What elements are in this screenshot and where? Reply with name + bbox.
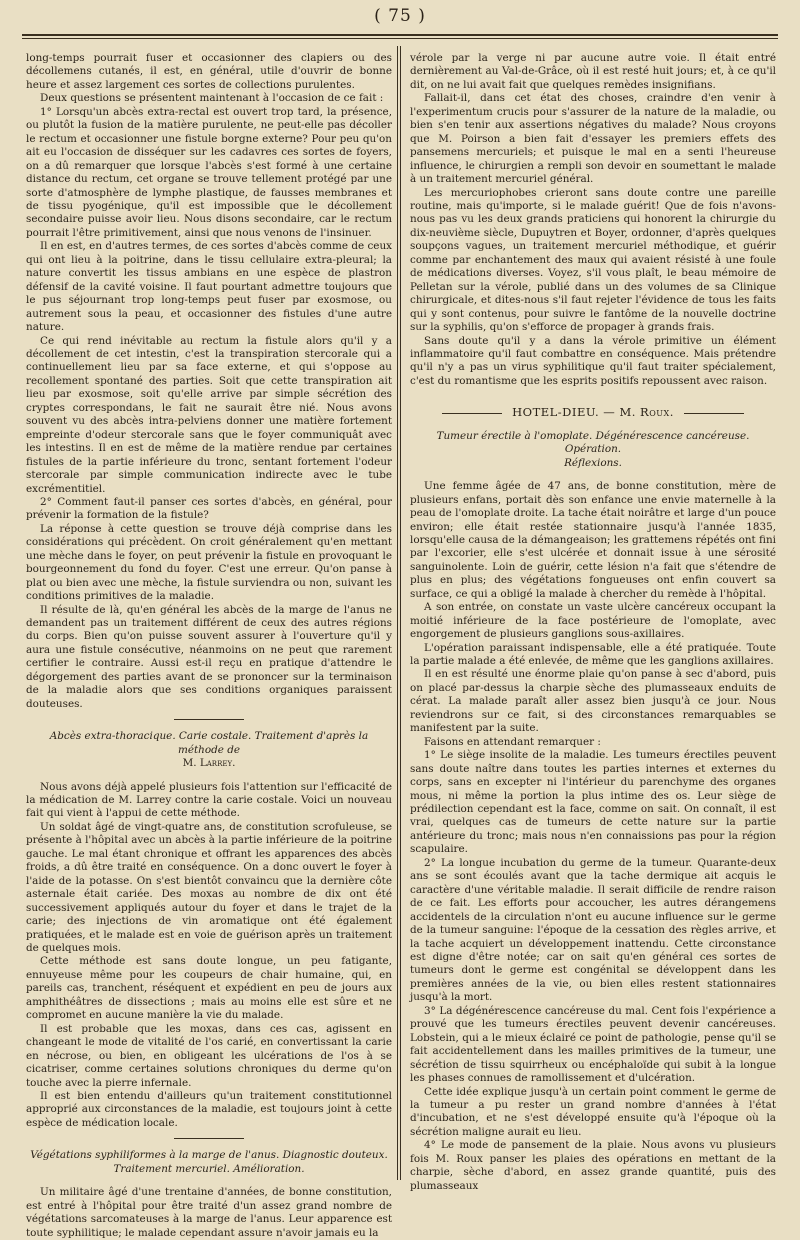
paragraph: long-temps pourrait fuser et occasionner des clapiers ou des décollemens cutanés, il est, en général, utile d'ouvrir de bonne heure et assez largement ces sortes de collections purulentes. (26, 52, 392, 91)
header-rule (22, 34, 778, 36)
page-number: ( 75 ) (374, 6, 426, 26)
section-heading-author: M. Larrey. (182, 757, 236, 770)
paragraph: Cette idée explique jusqu'à un certain point comment le germe de la tumeur a pu rester un grand nombre d'années à l'état d'incubation, et ne s'est développé ensuite qu'à l'époque où la sécrétion maligne aurait eu lieu. (410, 1085, 776, 1138)
section-heading-line: Réflexions. (564, 456, 622, 469)
heading-rule-left (442, 413, 502, 414)
paragraph: Sans doute qu'il y a dans la vérole primitive un élément inflammatoire qu'il faut combattre en conséquence. Mais prétendre qu'il n'y a pas un virus syphilitique qu'il faut traiter spécialement, c'est du romantisme que les esprits positifs repoussent avec raison. (410, 334, 776, 387)
section-heading-line: Tumeur érectile à l'omoplate. Dégénérescence cancéreuse. Opération. (436, 429, 750, 456)
hospital-name: HOTEL-DIEU. (512, 405, 600, 420)
hospital-surgeon: — M. Roux. (603, 405, 674, 420)
paragraph: L'opération paraissant indispensable, elle a été pratiquée. Toute la partie malade a été enlevée, de même que les ganglions axillaires. (410, 641, 776, 668)
column-divider (397, 46, 398, 1180)
paragraph: Fallait-il, dans cet état des choses, craindre d'en venir à l'experimentum crucis pour s'assurer de la nature de la maladie, ou bien s'en tenir aux assertions négatives du malade? Nous croyons que M. Poirson a bien fait d'essayer les premiers effets des pansemens mercuriels; et puisque le mal en a senti l'heureuse influence, le chirurgien a rempli son devoir en soumettant le malade à un traitement mercuriel général. (410, 92, 776, 186)
paragraph: Cette méthode est sans doute longue, un peu fatigante, ennuyeuse même pour les coupeurs de chair humaine, qui, en pareils cas, tranchent, réséquent et expédient en peu de jours aux amphithéâtres de dissections ; mais au moins elle est sûre et ne compromet en aucune manière la vie du malade. (26, 955, 392, 1022)
paragraph: Nous avons déjà appelé plusieurs fois l'attention sur l'efficacité de la médication de M. Larrey contre la carie costale. Voici un nouveau fait qui vient à l'appui de cette méthode. (26, 780, 392, 820)
paragraph: Ce qui rend inévitable au rectum la fistule alors qu'il y a décollement de cet intestin, c'est la transpiration stercorale qui a continuellement lieu par sa face externe, et qui s'oppose au recollement spontané des parties. Soit que cette transpiration ait lieu par exosmose, soit qu'elle arrive par simple sécrétion des cryptes correspondans, le fait ne saurait être nié. Nous avons souvent vu des abcès intra-pelviens donner une matière fortement empreinte d'odeur stercorale sans que le foyer communiquât avec les intestins. Il en est de même de la matière rendue par certaines fistules de la partie inférieure du tronc, sentant fortement l'odeur stercorale par simple communication indirecte avec le tube excrémentitiel. (26, 334, 392, 495)
hospital-heading (410, 406, 776, 419)
paragraph: Un soldat âgé de vingt-quatre ans, de constitution scrofuleuse, se présente à l'hôpital avec un abcès à la partie inférieure de la poitrine gauche. Le mal étant chronique et offrant les apparences des abcès froids, a dû être traité en conséquence. On a donc ouvert le foyer à l'aide de la potasse. On s'est bientôt convaincu que la dernière côte asternale était cariée. Des moxas au nombre de dix ont été successivement appliqués autour du foyer et dans le trajet de la carie; des injections de vin aromatique ont été également pratiquées, et le malade est en voie de guérison après un traitement de quelques mois. (26, 820, 392, 954)
paragraph: 1° Lorsqu'un abcès extra-rectal est ouvert trop tard, la présence, ou plutôt la fusion de la matière purulente, ne peut-elle pas décoller le rectum et occasionner une fistule borgne externe? Pour peu qu'on ait eu l'occasion de disséquer sur les cadavres ces sortes de foyers, on a dû remarquer que lorsque l'abcès s'est formé à une certaine distance du rectum, cet organe se trouve tellement protégé par une sorte d'atmosphère de lymphe plastique, de fausses membranes et de tissu pyogénique, qu'il est impossible que le décollement secondaire puisse avoir lieu. Nous disons secondaire, car le rectum pourrait l'être primitivement, ainsi que nous venons de l'insinuer. (26, 105, 392, 239)
paragraph: 2° La longue incubation du germe de la tumeur. Quarante-deux ans se sont écoulés avant que la tache dermique ait acquis le caractère d'une véritable maladie. Il serait difficile de rendre raison de ce fait. Les efforts pour accoucher, les autres dérangemens accidentels de la circulation n'ont eu aucune influence sur le germe de la tumeur sanguine: l'époque de la cessation des règles arrive, et la tache acquiert un développement inattendu. Cette circonstance est digne d'être notée; car on sait qu'en général ces sortes de tumeurs dont le germe est congénital se développent dans les premières années de la vie, ou bien elles restent stationnaires jusqu'à la mort. (410, 856, 776, 1004)
heading-rule-right (684, 413, 744, 414)
paragraph: 2° Comment faut-il panser ces sortes d'abcès, en général, pour prévenir la formation de la fistule? (26, 495, 392, 522)
right-column (410, 52, 776, 1193)
paragraph: vérole par la verge ni par aucune autre voie. Il était entré dernièrement au Val-de-Grâce, où il est resté huit jours; et, à ce qu'il dit, on ne lui avait fait que quelques remèdes insignifians. (410, 52, 776, 91)
paragraph: Il est probable que les moxas, dans ces cas, agissent en changeant le mode de vitalité de l'os carié, en convertissant la carie en nécrose, ou bien, en obligeant les ulcérations de l'os à se cicatriser, comme certaines solutions chroniques du derme qu'on touche avec la pierre infernale. (26, 1022, 392, 1089)
paragraph: Il en est, en d'autres termes, de ces sortes d'abcès comme de ceux qui ont lieu à la poitrine, dans le tissu cellulaire extra-pleural; la nature convertit les tissus ambians en une espèce de plastron défensif de la cavité voisine. Il faut pourtant admettre toujours que le pus séjournant trop long-temps peut fuser par exosmose, ou autrement sous la peau, et occasionner des fistules d'une autre nature. (26, 240, 392, 334)
paragraph: 3° La dégénérescence cancéreuse du mal. Cent fois l'expérience a prouvé que les tumeurs érectiles peuvent devenir cancéreuses. Lobstein, qui a le mieux éclairé ce point de pathologie, pense qu'il se fait accidentellement dans les mailles primitives de la tumeur, une sécrétion de tissu squirrheux ou encéphaloïde qui subit à la longue les phases connues de ramollissement et d'ulcération. (410, 1004, 776, 1085)
paragraph: Il est bien entendu d'ailleurs qu'un traitement constitutionnel approprié aux circonstances de la maladie, est toujours joint à cette espèce de médication locale. (26, 1089, 392, 1129)
section-rule (174, 1138, 244, 1139)
paragraph: Faisons en attendant remarquer : (424, 735, 601, 748)
header-rule-thin (22, 38, 778, 39)
paragraph: Une femme âgée de 47 ans, de bonne constitution, mère de plusieurs enfans, portait dès son enfance une envie maternelle à la peau de l'omoplate droite. La tache était noirâtre et large d'un pouce environ; elle était restée stationnaire jusqu'à l'année 1835, lorsqu'elle causa de la démangeaison; les grattemens répétés ont fini par l'excorier, elle s'est ulcérée et donnait issue à une sérosité sanguinolente. Loin de guérir, cette lésion n'a fait que s'étendre de plus en plus; des végétations fongueuses ont enfin couvert sa surface, ce qui a obligé la malade à chercher du remède à l'hôpital. (410, 480, 776, 600)
paragraph: La réponse à cette question se trouve déjà comprise dans les considérations qui précèdent. On croit généralement qu'en mettant une mèche dans le foyer, on peut prévenir la fistule en provoquant le bourgeonnement du fond du foyer. C'est une erreur. Qu'on panse à plat ou bien avec une mèche, la fistule surviendra ou non, suivant les conditions primitives de la maladie. (26, 522, 392, 603)
column-divider-inner (400, 46, 401, 1180)
paragraph: Un militaire âgé d'une trentaine d'années, de bonne constitution, est entré à l'hôpital pour être traité d'un assez grand nombre de végétations sarcomateuses à la marge de l'anus. Leur apparence est toute syphilitique; le malade cependant assure n'avoir jamais eu la (26, 1186, 392, 1239)
paragraph: Les mercuriophobes crieront sans doute contre une pareille routine, mais qu'importe, si le malade guérit! Que de fois n'avons-nous pas vu les deux grands praticiens qui honorent la chirurgie du dix-neuvième siècle, Dupuytren et Boyer, ordonner, d'après quelques soupçons vagues, un traitement mercuriel méthodique, et guérir comme par enchantement des maux qui avaient résisté à une foule de médications diverses. Voyez, s'il vous plaît, le beau mémoire de Pelletan sur la vérole, publié dans un des volumes de sa Clinique chirurgicale, et dites-nous s'il faut rejeter l'évidence de tous les faits qui y sont contenus, pour suivre le fantôme de la nouvelle doctrine sur la syphilis, qu'on s'efforce de propager à grands frais. (410, 186, 776, 334)
section-heading (26, 730, 392, 770)
section-rule (174, 719, 244, 720)
paragraph: 4° Le mode de pansement de la plaie. Nous avons vu plusieurs fois M. Roux panser les plaies des opérations en mettant de la charpie, sèche d'abord, en assez grande quantité, puis des plumasseaux (410, 1139, 776, 1192)
section-heading-line: Traitement mercuriel. Amélioration. (113, 1162, 305, 1175)
section-heading (410, 430, 776, 470)
paragraph: Deux questions se présentent maintenant à l'occasion de ce fait : (40, 92, 384, 105)
section-heading-line: Abcès extra-thoracique. Carie costale. Traitement d'après la méthode de (49, 730, 369, 756)
paragraph: A son entrée, on constate un vaste ulcère cancéreux occupant la moitié inférieure de la face postérieure de l'omoplate, avec engorgement de plusieurs ganglions sous-axillaires. (410, 601, 776, 641)
paragraph: Il en est résulté une énorme plaie qu'on panse à sec d'abord, puis on placé par-dessus la charpie sèche des plumasseaux enduits de cérat. La malade paraît aller assez bien jusqu'à ce jour. Nous reviendrons sur ce fait, si des circonstances remarquables se manifestent par la suite. (410, 668, 776, 735)
left-column (26, 52, 392, 1240)
section-heading-line: Végétations syphiliformes à la marge de l'anus. Diagnostic douteux. (30, 1149, 388, 1162)
paragraph: 1° Le siège insolite de la maladie. Les tumeurs érectiles peuvent sans doute naître dans toutes les parties internes et externes du corps, sans en excepter ni l'intérieur du parenchyme des organes mous, ni même la portion la plus intime des os. Leur siège de prédilection cependant est la face, comme on sait. On connaît, il est vrai, quelques cas de tumeurs de cette nature sur la partie antérieure du tronc; mais nous n'en connaissions pas pour la région scapulaire. (410, 749, 776, 856)
paragraph: Il résulte de là, qu'en général les abcès de la marge de l'anus ne demandent pas un traitement différent de ceux des autres régions du corps. Bien qu'on puisse souvent assurer à l'ouverture qu'il y aura une fistule consécutive, néanmoins on ne peut que rarement certifier le contraire. Aussi est-il reçu en pratique d'attendre le dégorgement des parties avant de se prononcer sur la terminaison de la maladie alors que ses conditions organiques paraissent douteuses. (26, 603, 392, 710)
section-heading (26, 1149, 392, 1176)
